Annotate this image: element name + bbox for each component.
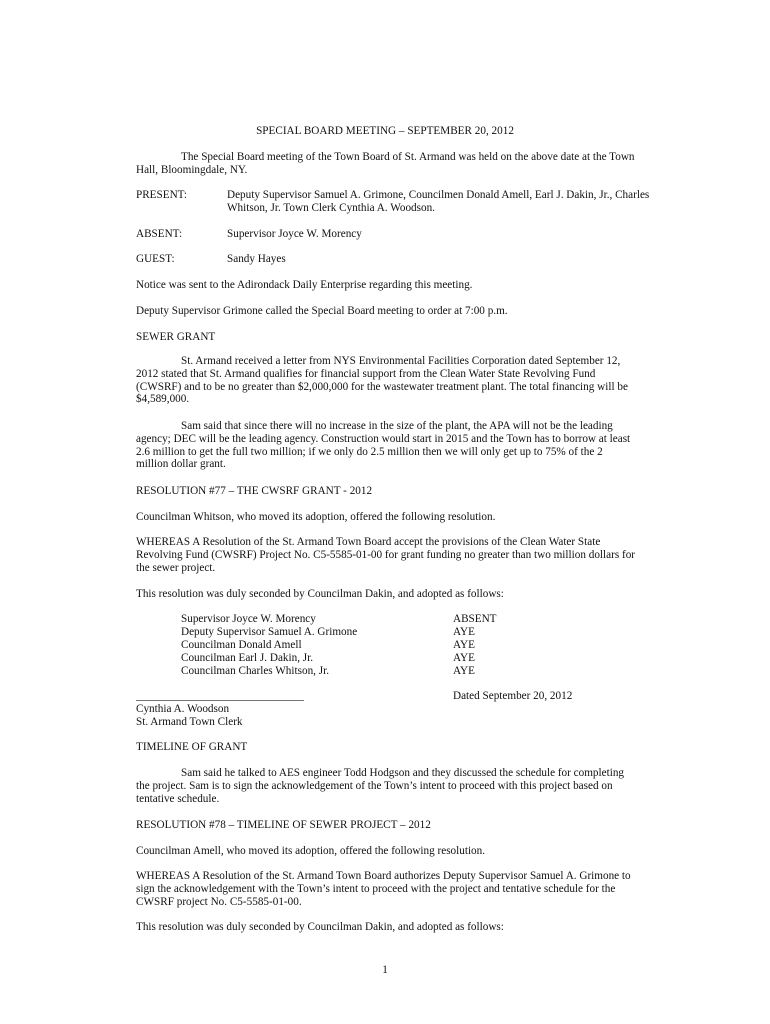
vote-value: ABSENT <box>453 613 497 625</box>
resolution-77-seconded: This resolution was duly seconded by Councilman Dakin, and adopted as follows: <box>136 588 504 600</box>
vote-value: AYE <box>453 652 475 664</box>
sewer-grant-paragraph-2: Sam said that since there will no increase in the size of the plant, the APA will not be the leading agency; DEC will be the leading agency. Construction would start in 2015 and the Town has to borrow at least 2.6 million to get the full two million; if we only do 2.5 million then we will only get up to 75% of the 2 million dollar grant. <box>136 420 631 471</box>
signature-line: ______________________________ <box>136 690 304 702</box>
guest-label: GUEST: <box>136 253 175 265</box>
clerk-name: Cynthia A. Woodson <box>136 703 230 715</box>
vote-member-name: Councilman Donald Amell <box>181 639 302 651</box>
page-number: 1 <box>382 964 388 976</box>
notice-paragraph: Notice was sent to the Adirondack Daily Enterprise regarding this meeting. <box>136 279 473 291</box>
clerk-title: St. Armand Town Clerk <box>136 716 243 728</box>
absent-value: Supervisor Joyce W. Morency <box>227 228 362 240</box>
vote-value: AYE <box>453 626 475 638</box>
resolution-78-whereas: WHEREAS A Resolution of the St. Armand Town Board authorizes Deputy Supervisor Samuel A. Grimone to sign the acknowledgement with the Town’s intent to proceed with the project and tentative schedule for the CWSRF project No. C5-5585-01-00. <box>136 870 631 908</box>
vote-member-name: Supervisor Joyce W. Morency <box>181 613 316 625</box>
sewer-grant-paragraph-1: St. Armand received a letter from NYS Environmental Facilities Corporation dated September 12, 2012 stated that St. Armand qualifies for financial support from the Clean Water State Revolving Fund (CWSRF) and to be no greater than $2,000,000 for the wastewater treatment plant. The total financing will be $4,589,000. <box>136 355 628 406</box>
resolution-78-seconded: This resolution was duly seconded by Councilman Dakin, and adopted as follows: <box>136 921 504 933</box>
present-value: Deputy Supervisor Samuel A. Grimone, Councilmen Donald Amell, Earl J. Dakin, Jr., Charles Whitson, Jr. Town Clerk Cynthia A. Woodson. <box>227 189 650 214</box>
absent-label: ABSENT: <box>136 228 183 240</box>
sewer-grant-heading: SEWER GRANT <box>136 331 216 343</box>
resolution-77-heading: RESOLUTION #77 – THE CWSRF GRANT - 2012 <box>136 485 373 497</box>
vote-value: AYE <box>453 639 475 651</box>
dated-text: Dated September 20, 2012 <box>453 690 573 702</box>
vote-member-name: Councilman Charles Whitson, Jr. <box>181 665 330 677</box>
timeline-heading: TIMELINE OF GRANT <box>136 741 248 753</box>
resolution-77-whereas: WHEREAS A Resolution of the St. Armand Town Board accept the provisions of the Clean Water State Revolving Fund (CWSRF) Project No. C5-5585-01-00 for grant funding no greater than two million dollars for the sewer project. <box>136 536 636 574</box>
resolution-78-moved: Councilman Amell, who moved its adoption, offered the following resolution. <box>136 845 486 857</box>
resolution-77-moved: Councilman Whitson, who moved its adoption, offered the following resolution. <box>136 511 496 523</box>
intro-paragraph: The Special Board meeting of the Town Board of St. Armand was held on the above date at the Town Hall, Bloomingdale, NY. <box>136 151 635 176</box>
resolution-78-heading: RESOLUTION #78 – TIMELINE OF SEWER PROJECT – 2012 <box>136 819 431 831</box>
vote-member-name: Councilman Earl J. Dakin, Jr. <box>181 652 314 664</box>
page-title: SPECIAL BOARD MEETING – SEPTEMBER 20, 2012 <box>256 125 514 137</box>
timeline-paragraph: Sam said he talked to AES engineer Todd Hodgson and they discussed the schedule for completing the project. Sam is to sign the acknowledgement of the Town’s intent to proceed with this project based on tentative schedule. <box>136 767 625 805</box>
vote-member-name: Deputy Supervisor Samuel A. Grimone <box>181 626 358 638</box>
present-label: PRESENT: <box>136 189 188 201</box>
guest-value: Sandy Hayes <box>227 253 286 265</box>
call-to-order-paragraph: Deputy Supervisor Grimone called the Special Board meeting to order at 7:00 p.m. <box>136 305 508 317</box>
vote-value: AYE <box>453 665 475 677</box>
